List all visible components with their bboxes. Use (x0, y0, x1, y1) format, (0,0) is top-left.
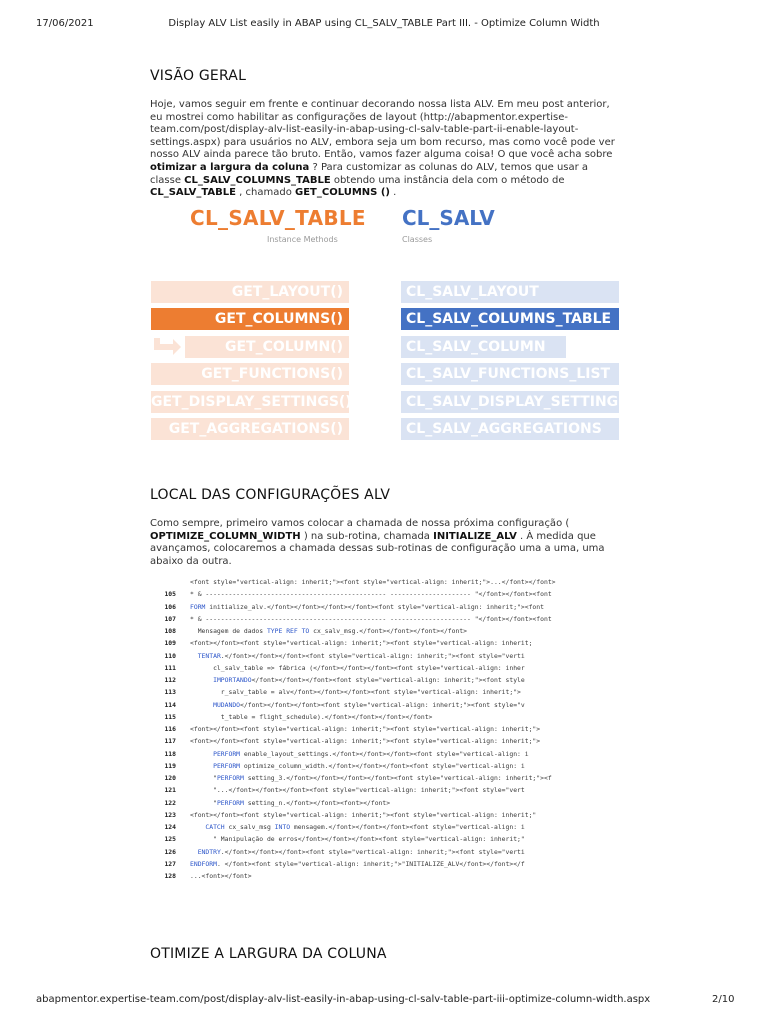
alv-text-2: ) na sub-rotina, chamada (300, 530, 434, 542)
code-line (150, 723, 620, 735)
code-line-number: 115 (164, 712, 176, 721)
code-line-number: 117 (164, 737, 176, 746)
code-line (150, 858, 620, 870)
overview-paragraph (150, 99, 620, 200)
code-line-number: 123 (164, 810, 176, 819)
code-line (150, 601, 620, 613)
overview-text-5: . (390, 187, 397, 199)
diagram-right-title: CL_SALV (402, 206, 495, 230)
code-line (150, 650, 620, 662)
code-line-text: <font></font><font style="vertical-align: inherit;"><font style="vertical-align: inherit;" (190, 810, 537, 819)
method-box-get-column: GET_COLUMN() (185, 336, 349, 358)
diagram-right-subtitle: Classes (402, 235, 433, 244)
method-box-get-aggregations: GET_AGGREGATIONS() (151, 418, 349, 440)
class-box-layout: CL_SALV_LAYOUT (401, 281, 619, 303)
overview-text-2: ? Para customizar as colunas do ALV, temos que usar a classe (150, 161, 589, 186)
code-line (150, 576, 620, 588)
overview-bold-2: CL_SALV_COLUMNS_TABLE (184, 174, 331, 186)
alv-bold-1: OPTIMIZE_COLUMN_WIDTH (150, 530, 301, 542)
code-line-number: 119 (164, 761, 176, 770)
code-line-text: <font></font><font style="vertical-align: inherit;"><font style="vertical-align: inherit;"> (190, 737, 541, 746)
code-line-number: 118 (164, 749, 176, 758)
alv-bold-2: INITIALIZE_ALV (433, 530, 517, 542)
overview-bold-1: otimizar a largura da coluna (150, 161, 310, 173)
code-line-number: 113 (164, 688, 176, 697)
alv-text-1: Como sempre, primeiro vamos colocar a chamada de nossa próxima configuração ( (150, 518, 570, 529)
code-line-number: 110 (164, 651, 176, 660)
code-line-text: Mensagem de dados TYPE REF TO cx_salv_msg.</font></font></font></font> (190, 627, 468, 635)
code-line-number: 120 (164, 774, 176, 782)
code-line-text: * & ----------------------------------------------- --------------------- "</font></font><font (190, 590, 552, 599)
code-line-number: 105 (164, 590, 176, 599)
code-line (150, 809, 620, 821)
footer-url: abapmentor.expertise-team.com/post/display-alv-list-easily-in-abap-using-cl-salv-table-part-iii-optimize-column-width.aspx (36, 994, 651, 1005)
alv-settings-paragraph (150, 518, 620, 568)
code-line (150, 748, 620, 760)
code-line (150, 588, 620, 600)
code-line-number: 114 (164, 700, 176, 709)
code-line-text: PERFORM enable_layout_settings.</font></font></font><font style="vertical-align: i (213, 749, 529, 758)
code-line-number: 124 (164, 823, 176, 831)
code-line-number: 121 (164, 786, 176, 795)
code-line-number: 111 (164, 663, 176, 672)
code-line (150, 760, 620, 772)
code-line-text: "...</font></font></font><font style="vertical-align: inherit;"><font style="vert (190, 786, 525, 795)
class-box-display-settings: CL_SALV_DISPLAY_SETTINGS (401, 391, 619, 413)
code-line-number: 127 (164, 859, 176, 868)
code-line (150, 735, 620, 747)
code-line-text: "PERFORM setting_n.</font></font><font></font> (190, 798, 391, 807)
code-line (150, 797, 620, 809)
code-line-number: 122 (164, 798, 176, 807)
code-line (150, 662, 620, 674)
code-line-text: MUDANDO</font></font></font><font style="vertical-align: inherit;"><font style="v (213, 700, 525, 709)
header-date: 17/06/2021 (36, 18, 94, 29)
code-line-text: " Manipulação de erros</font></font></font><font style="vertical-align: inherit;" (190, 835, 525, 844)
code-line-number: 128 (164, 872, 176, 880)
code-line (150, 637, 620, 649)
section-heading-overview: VISÃO GERAL (150, 68, 247, 84)
code-line-number: 109 (164, 639, 176, 648)
overview-text-1: Hoje, vamos seguir em frente e continuar decorando nossa lista ALV. Em meu post anterior, eu mostrei como habilitar as configurações de layout (http://abapmentor.expertise-team.com/post/display-alv-list-easily-in-abap-using-cl-salv-table-part-ii-enable-layout-settings.aspx) para usuários no ALV, embora seja um bom recurso, mas como você pode ver nosso ALV ainda parece tão bruto. Então, vamos fazer alguma coisa! O que você acha sobre (150, 99, 615, 161)
code-line-text: r_salv_table = alv</font></font></font><font style="vertical-align: inherit;"> (190, 688, 521, 697)
code-line-text: * & ----------------------------------------------- --------------------- "</font></font><font (190, 614, 552, 623)
overview-bold-4: GET_COLUMNS () (295, 187, 390, 199)
overview-text-4: , chamado (236, 187, 296, 199)
code-line-text: ...<font></font> (190, 872, 252, 880)
code-line-number: 108 (164, 627, 176, 635)
code-line-number: 126 (164, 847, 176, 856)
method-box-get-columns: GET_COLUMNS() (151, 308, 349, 330)
section-heading-optimize-width: OTIMIZE A LARGURA DA COLUNA (150, 946, 387, 962)
code-line-text: TENTAR.</font></font></font><font style="vertical-align: inherit;"><font style="verti (197, 651, 525, 660)
class-box-column: CL_SALV_COLUMN (401, 336, 566, 358)
method-box-get-display-settings: GET_DISPLAY_SETTINGS() (151, 391, 349, 413)
code-line (150, 686, 620, 698)
section-heading-alv-settings: LOCAL DAS CONFIGURAÇÕES ALV (150, 487, 391, 503)
class-box-functions-list: CL_SALV_FUNCTIONS_LIST (401, 363, 619, 385)
code-line-text: <font></font><font style="vertical-align: inherit;"><font style="vertical-align: inherit; (190, 639, 533, 648)
alv-text-3: . À medida que avançamos, colocaremos a chamada dessas sub-rotinas de configuração uma a uma, uma abaixo da outra. (150, 530, 605, 567)
code-line-text: CATCH cx_salv_msg INTO mensagem.</font></font></font><font style="vertical-align: i (205, 823, 525, 831)
code-line (150, 833, 620, 845)
code-line-number: 125 (164, 835, 176, 844)
class-box-columns-table: CL_SALV_COLUMNS_TABLE (401, 308, 619, 330)
code-line-text: t_table = flight_schedule).</font></font></font></font> (190, 712, 433, 721)
code-line-text: ENDFORM. </font><font style="vertical-align: inherit;">"INITIALIZE_ALV</font></font></f (190, 859, 525, 868)
code-block (150, 576, 620, 882)
code-line (150, 625, 620, 637)
code-line-number: 106 (164, 602, 176, 611)
header-title: Display ALV List easily in ABAP using CL_SALV_TABLE Part III. - Optimize Column Width (168, 18, 600, 29)
code-line-text: <font></font><font style="vertical-align: inherit;"><font style="vertical-align: inherit;"> (190, 725, 541, 733)
method-box-get-layout: GET_LAYOUT() (151, 281, 349, 303)
code-line-text: cl_salv_table => fábrica (</font></font></font><font style="vertical-align: inher (190, 663, 525, 672)
arrow-right-icon (151, 336, 183, 358)
method-box-get-functions: GET_FUNCTIONS() (151, 363, 349, 385)
code-line (150, 784, 620, 796)
code-line-text: ENDTRY.</font></font></font><font style="vertical-align: inherit;"><font style="verti (197, 847, 525, 856)
code-line-text: <font style="vertical-align: inherit;"><font style="vertical-align: inherit;">...</font></font> (190, 578, 556, 586)
diagram-left-subtitle: Instance Methods (267, 235, 338, 244)
code-line-text: PERFORM optimize_column_width.</font></font></font><font style="vertical-align: i (213, 761, 525, 770)
code-line (150, 846, 620, 858)
code-line-text: "PERFORM setting_3.</font></font></font></font><font style="vertical-align: inherit;"><f (190, 774, 552, 782)
code-line-text: IMPORTANDO</font></font></font><font style="vertical-align: inherit;"><font style (213, 676, 525, 684)
diagram-left-title: CL_SALV_TABLE (190, 206, 366, 230)
code-line (150, 821, 620, 833)
code-line (150, 870, 620, 882)
code-line-number: 112 (164, 676, 176, 684)
overview-bold-3: CL_SALV_TABLE (150, 187, 236, 199)
class-box-aggregations: CL_SALV_AGGREGATIONS (401, 418, 619, 440)
code-line (150, 699, 620, 711)
code-line (150, 613, 620, 625)
code-line (150, 772, 620, 784)
code-line (150, 674, 620, 686)
code-line-number: 116 (164, 725, 176, 733)
code-line (150, 711, 620, 723)
code-line-text: FORM initialize_alv.</font></font></font></font><font style="vertical-align: inherit;"><font (190, 602, 544, 611)
footer-page-number: 2/10 (712, 994, 735, 1005)
overview-text-3: obtendo uma instância dela com o método de (330, 174, 565, 186)
code-line-number: 107 (164, 614, 176, 623)
